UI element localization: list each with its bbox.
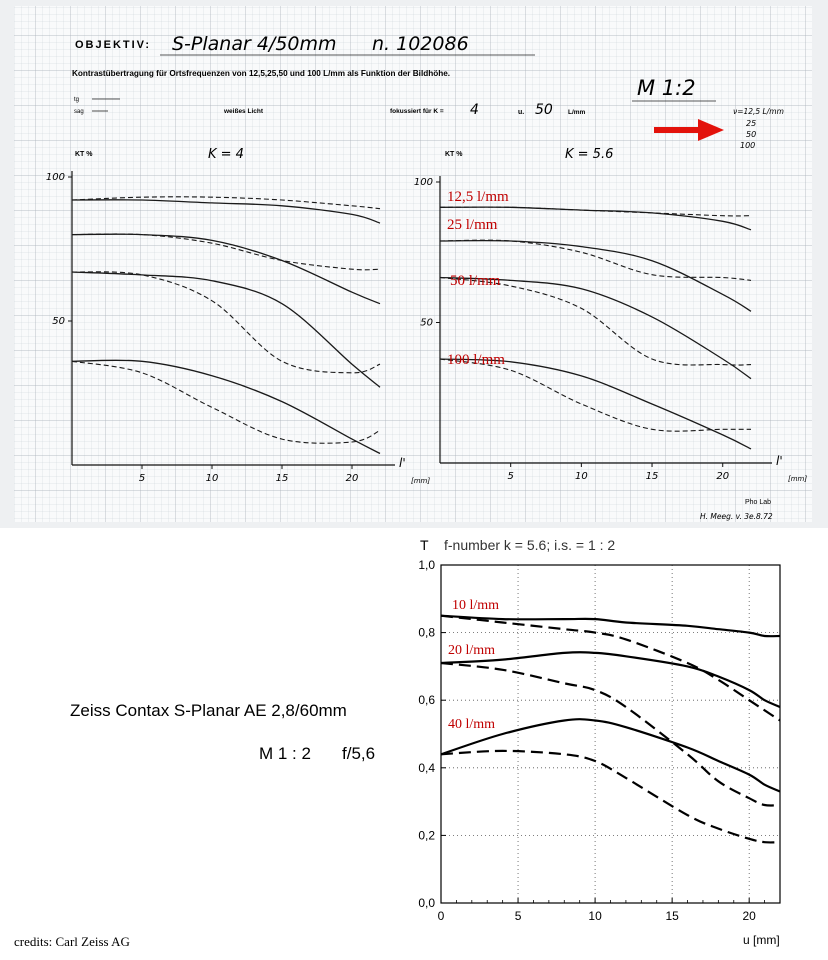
y-tick-label: 50 (420, 317, 433, 329)
focus-unit: L/mm (568, 109, 586, 116)
x-tick-label: 5 (514, 909, 522, 923)
freq-legend-2: 25 (746, 119, 757, 128)
x-tick-label: 15 (645, 471, 659, 482)
x-tick-label: 0 (437, 909, 445, 923)
sheet-subtitle: Kontrastübertragung für Ortsfrequenzen von 12,5,25,50 und 100 L/mm als Funktion der Bildhöhe. (72, 69, 451, 78)
focus-freq: 50 (535, 102, 553, 118)
x-tick-label: 20 (716, 471, 730, 482)
modern-y-axis-label: T (420, 537, 429, 553)
objektiv-label: OBJEKTIV: (75, 39, 152, 51)
modern-freq-label-40: 40 l/mm (448, 717, 496, 732)
freq-legend-4: 100 (740, 141, 756, 150)
plot-frame (441, 565, 780, 903)
series-line-20-l-mm-dashed (441, 663, 780, 805)
focus-k: 4 (470, 102, 479, 118)
lens-name: S-Planar 4/50mm (172, 33, 337, 55)
series-line-20-l-mm-solid (441, 652, 780, 707)
x-tick-label: 10 (574, 471, 588, 482)
side-setting-f: f/5,6 (342, 744, 376, 763)
y-tick-label: 100 (413, 177, 433, 188)
freq-annotation-50: 50 l/mm (450, 273, 501, 289)
modern-freq-label-20: 20 l/mm (448, 643, 496, 658)
y-tick-label: 50 (52, 316, 65, 327)
x-tick-label: 15 (275, 473, 289, 484)
y-tick-label: 0,6 (418, 693, 435, 708)
panel1-k-label: K = 4 (208, 147, 244, 162)
modern-mtf-chart (400, 528, 828, 960)
focus-label: fokussiert für K = (390, 108, 444, 115)
panel1-kt-label: KT % (75, 151, 93, 158)
y-tick-label: 0,4 (418, 760, 435, 775)
x-axis-unit: [mm] (411, 477, 431, 485)
x-axis-unit: [mm] (788, 475, 808, 483)
freq-legend-1: ν=12,5 L/mm (733, 107, 784, 116)
credits: credits: Carl Zeiss AG (14, 934, 130, 949)
x-axis-label: l' (399, 456, 406, 470)
series-line-10-l-mm-solid (441, 616, 780, 637)
modern-mtf-section (0, 528, 828, 960)
x-tick-label: 15 (665, 909, 679, 923)
side-setting-m: M 1 : 2 (259, 744, 311, 763)
legend-tg: tg (74, 97, 80, 103)
freq-annotation-100: 100 l/mm (447, 352, 505, 368)
x-tick-label: 10 (588, 909, 602, 923)
y-tick-label: 0,8 (418, 625, 435, 640)
x-tick-label: 10 (205, 473, 219, 484)
x-tick-label: 20 (345, 473, 359, 484)
y-tick-label: 0,0 (418, 896, 435, 910)
legend-sag: sag (74, 109, 84, 115)
x-axis-label: l' (776, 454, 783, 468)
signature: H. Meeg. v. 3e.8.72 (700, 512, 773, 521)
y-tick-label: 0,2 (418, 828, 435, 843)
panel2-kt-label: KT % (445, 151, 463, 158)
modern-chart-title: f-number k = 5.6; i.s. = 1 : 2 (444, 537, 616, 553)
magnification-label: M 1:2 (637, 76, 696, 100)
freq-legend-3: 50 (746, 130, 757, 139)
modern-freq-label-10: 10 l/mm (452, 598, 500, 613)
side-lens-title: Zeiss Contax S-Planar AE 2,8/60mm (70, 701, 347, 720)
panel2-k-label: K = 5.6 (565, 147, 614, 162)
modern-x-axis-label: u [mm] (743, 933, 780, 947)
pho-lab: Pho Lab (745, 499, 772, 506)
x-tick-label: 20 (742, 909, 756, 923)
serial-number: n. 102086 (372, 33, 469, 55)
freq-annotation-25: 25 l/mm (447, 217, 498, 233)
y-tick-label: 1,0 (418, 558, 435, 572)
freq-annotation-12-5: 12,5 l/mm (447, 189, 509, 205)
y-tick-label: 100 (45, 172, 65, 183)
focus-u: u. (518, 109, 525, 116)
light-label: weißes Licht (224, 108, 264, 115)
x-tick-label: 5 (138, 473, 146, 484)
x-tick-label: 5 (507, 471, 514, 482)
